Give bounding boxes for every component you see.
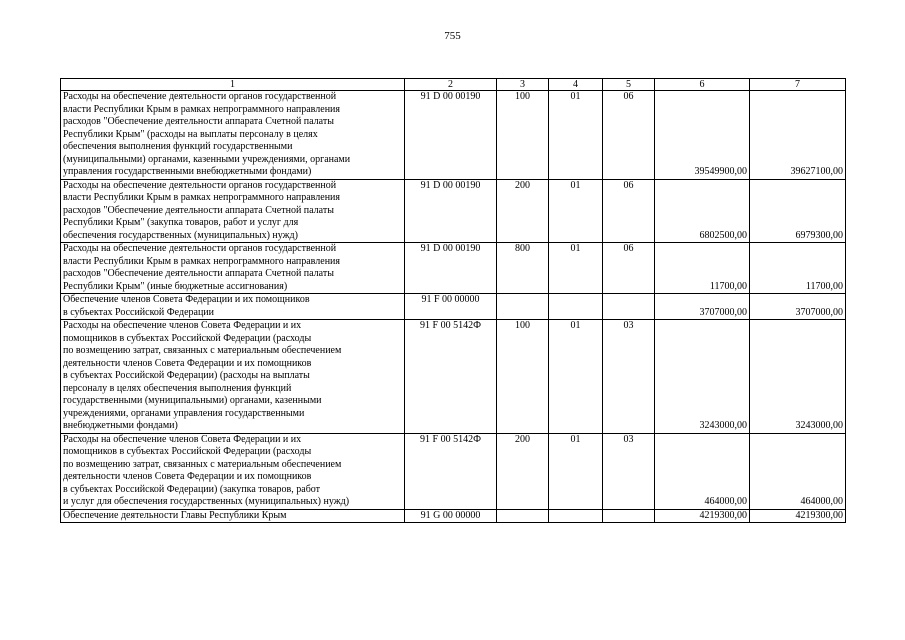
description-line: Республики Крым" (расходы на выплаты персоналу в целях	[63, 128, 318, 140]
row-amount-col6: 464000,00	[655, 433, 750, 509]
row-expense-type: 100	[497, 91, 549, 180]
row-amount-col6: 3707000,00	[655, 294, 750, 320]
row-description	[61, 294, 405, 320]
description-line: Расходы на обеспечение деятельности органов государственной	[63, 179, 337, 191]
description-line: в субъектах Российской Федерации	[63, 306, 215, 318]
row-amount-col7: 39627100,00	[750, 91, 846, 180]
table-row	[61, 91, 846, 180]
row-expense-type	[497, 509, 549, 523]
row-expense-type: 800	[497, 243, 549, 294]
table-row	[61, 320, 846, 434]
description-line: (муниципальными) органами, казенными учреждениями, органами	[63, 153, 351, 165]
description-line: расходов "Обеспечение деятельности аппарата Счетной палаты	[63, 116, 334, 127]
row-subsection	[603, 509, 655, 523]
description-line: в субъектах Российской Федерации) (закупка товаров, работ	[63, 483, 321, 495]
row-description	[61, 433, 405, 509]
row-code: 91 D 00 00190	[405, 179, 497, 243]
row-subsection: 03	[603, 433, 655, 509]
row-amount-col7: 4219300,00	[750, 509, 846, 523]
column-header: 3	[497, 79, 549, 91]
row-expense-type	[497, 294, 549, 320]
description-line: Обеспечение деятельности Главы Республики Крым	[63, 509, 287, 521]
description-line: в субъектах Российской Федерации) (расходы на выплаты	[63, 370, 310, 381]
description-line: учреждениями, органами управления государственными	[63, 407, 305, 419]
row-section: 01	[549, 320, 603, 434]
row-description	[61, 509, 405, 523]
description-line: расходов "Обеспечение деятельности аппарата Счетной палаты	[63, 268, 334, 279]
description-line: персоналу в целях обеспечения выполнения функций	[63, 382, 292, 394]
table-row	[61, 243, 846, 294]
table-row	[61, 179, 846, 243]
row-description	[61, 179, 405, 243]
row-code: 91 G 00 00000	[405, 509, 497, 523]
row-code: 91 F 00 5142Ф	[405, 433, 497, 509]
row-description	[61, 91, 405, 180]
row-amount-col7: 11700,00	[750, 243, 846, 294]
description-line: власти Республики Крым в рамках непрограммного направления	[63, 103, 341, 115]
row-subsection: 06	[603, 91, 655, 180]
description-line: Обеспечение членов Совета Федерации и их помощников	[63, 294, 310, 305]
row-code: 91 D 00 00190	[405, 91, 497, 180]
budget-table	[60, 78, 846, 523]
description-line: Расходы на обеспечение деятельности органов государственной	[63, 91, 337, 102]
row-description	[61, 320, 405, 434]
row-subsection	[603, 294, 655, 320]
description-line: власти Республики Крым в рамках непрограммного направления	[63, 192, 341, 203]
row-amount-col6: 3243000,00	[655, 320, 750, 434]
row-amount-col6: 39549900,00	[655, 91, 750, 180]
description-line: деятельности членов Совета Федерации и их помощников	[63, 471, 312, 482]
row-amount-col7: 464000,00	[750, 433, 846, 509]
column-header: 6	[655, 79, 750, 91]
description-line: по возмещению затрат, связанных с материальным обеспечением	[63, 458, 342, 470]
description-line: государственными (муниципальными) органами, казенными	[63, 395, 322, 406]
column-header: 1	[61, 79, 405, 91]
row-amount-col6: 6802500,00	[655, 179, 750, 243]
row-section: 01	[549, 433, 603, 509]
table-row	[61, 294, 846, 320]
row-amount-col6: 4219300,00	[655, 509, 750, 523]
row-amount-col6: 11700,00	[655, 243, 750, 294]
table-header-row	[61, 79, 846, 91]
row-subsection: 06	[603, 179, 655, 243]
row-code: 91 F 00 00000	[405, 294, 497, 320]
row-section: 01	[549, 91, 603, 180]
description-line: и услуг для обеспечения государственных (муниципальных) нужд)	[63, 496, 350, 507]
description-line: внебюджетными фондами)	[63, 420, 178, 431]
description-line: Расходы на обеспечение членов Совета Федерации и их	[63, 433, 302, 445]
row-expense-type: 100	[497, 320, 549, 434]
table-row	[61, 509, 846, 523]
description-line: расходов "Обеспечение деятельности аппарата Счетной палаты	[63, 204, 334, 216]
row-expense-type: 200	[497, 179, 549, 243]
description-line: власти Республики Крым в рамках непрограммного направления	[63, 255, 341, 267]
row-subsection: 03	[603, 320, 655, 434]
row-subsection: 06	[603, 243, 655, 294]
row-amount-col7: 3707000,00	[750, 294, 846, 320]
row-amount-col7: 3243000,00	[750, 320, 846, 434]
row-amount-col7: 6979300,00	[750, 179, 846, 243]
description-line: Республики Крым" (иные бюджетные ассигнования)	[63, 280, 288, 292]
page-number: 755	[444, 30, 461, 42]
column-header: 2	[405, 79, 497, 91]
row-description	[61, 243, 405, 294]
row-section: 01	[549, 243, 603, 294]
description-line: Республики Крым" (закупка товаров, работ и услуг для	[63, 217, 299, 228]
row-section	[549, 509, 603, 523]
row-code: 91 F 00 5142Ф	[405, 320, 497, 434]
row-section: 01	[549, 179, 603, 243]
description-line: по возмещению затрат, связанных с материальным обеспечением	[63, 345, 342, 356]
column-header: 4	[549, 79, 603, 91]
description-line: обеспечения государственных (муниципальных) нужд)	[63, 229, 298, 241]
description-line: Расходы на обеспечение деятельности органов государственной	[63, 243, 337, 254]
description-line: обеспечения выполнения функций государственными	[63, 141, 293, 152]
table-row	[61, 433, 846, 509]
description-line: Расходы на обеспечение членов Совета Федерации и их	[63, 320, 302, 331]
column-header: 5	[603, 79, 655, 91]
description-line: помощников в субъектах Российской Федерации (расходы	[63, 446, 312, 457]
description-line: деятельности членов Совета Федерации и их помощников	[63, 357, 312, 369]
row-expense-type: 200	[497, 433, 549, 509]
row-code: 91 D 00 00190	[405, 243, 497, 294]
row-section	[549, 294, 603, 320]
column-header: 7	[750, 79, 846, 91]
description-line: управления государственными внебюджетными фондами)	[63, 166, 312, 177]
description-line: помощников в субъектах Российской Федерации (расходы	[63, 332, 312, 344]
